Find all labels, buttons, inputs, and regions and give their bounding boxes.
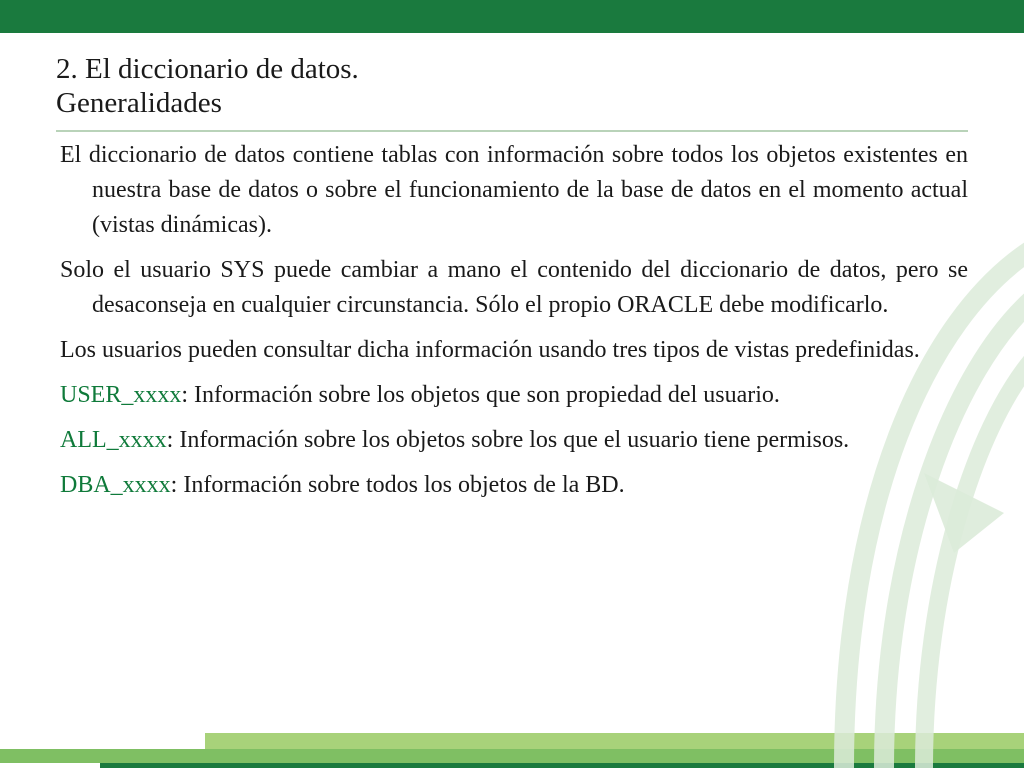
paragraph-intro [60,138,968,243]
paragraph-all-views-text: : Información sobre los objetos sobre los que el usuario tiene permisos. [166,427,850,453]
paragraph-user-views-text: : Información sobre los objetos que son propiedad del usuario. [181,382,780,408]
slide-body [60,138,968,513]
paragraph-dba-views-text: : Información sobre todos los objetos de la BD. [170,472,625,498]
paragraph-sys-user-text: Solo el usuario SYS puede cambiar a mano el contenido del diccionario de datos, pero se desaconseja en cualquier circunstancia. Sólo el propio ORACLE debe modificarlo. [60,257,968,318]
slide-title-line-2: Generalidades [56,87,222,119]
paragraph-user-views [60,378,968,413]
slide-title [56,52,359,120]
paragraph-intro-text: El diccionario de datos contiene tablas con información sobre todos los objetos existentes en nuestra base de datos o sobre el funcionamiento de la base de datos en el momento actual (vistas dinámicas). [60,142,968,238]
paragraph-view-types-text: Los usuarios pueden consultar dicha información usando tres tipos de vistas predefinidas. [60,337,920,363]
term-user-views: USER_xxxx [60,382,182,408]
paragraph-view-types [60,333,968,368]
slide-title-line-1: 2. El diccionario de datos. [56,53,359,85]
term-all-views: ALL_xxxx [60,427,167,453]
paragraph-dba-views [60,468,968,503]
paragraph-sys-user [60,253,968,323]
term-dba-views: DBA_xxxx [60,472,171,498]
title-underline [56,130,968,132]
paragraph-all-views [60,423,968,458]
top-banner-bar [0,0,1024,33]
